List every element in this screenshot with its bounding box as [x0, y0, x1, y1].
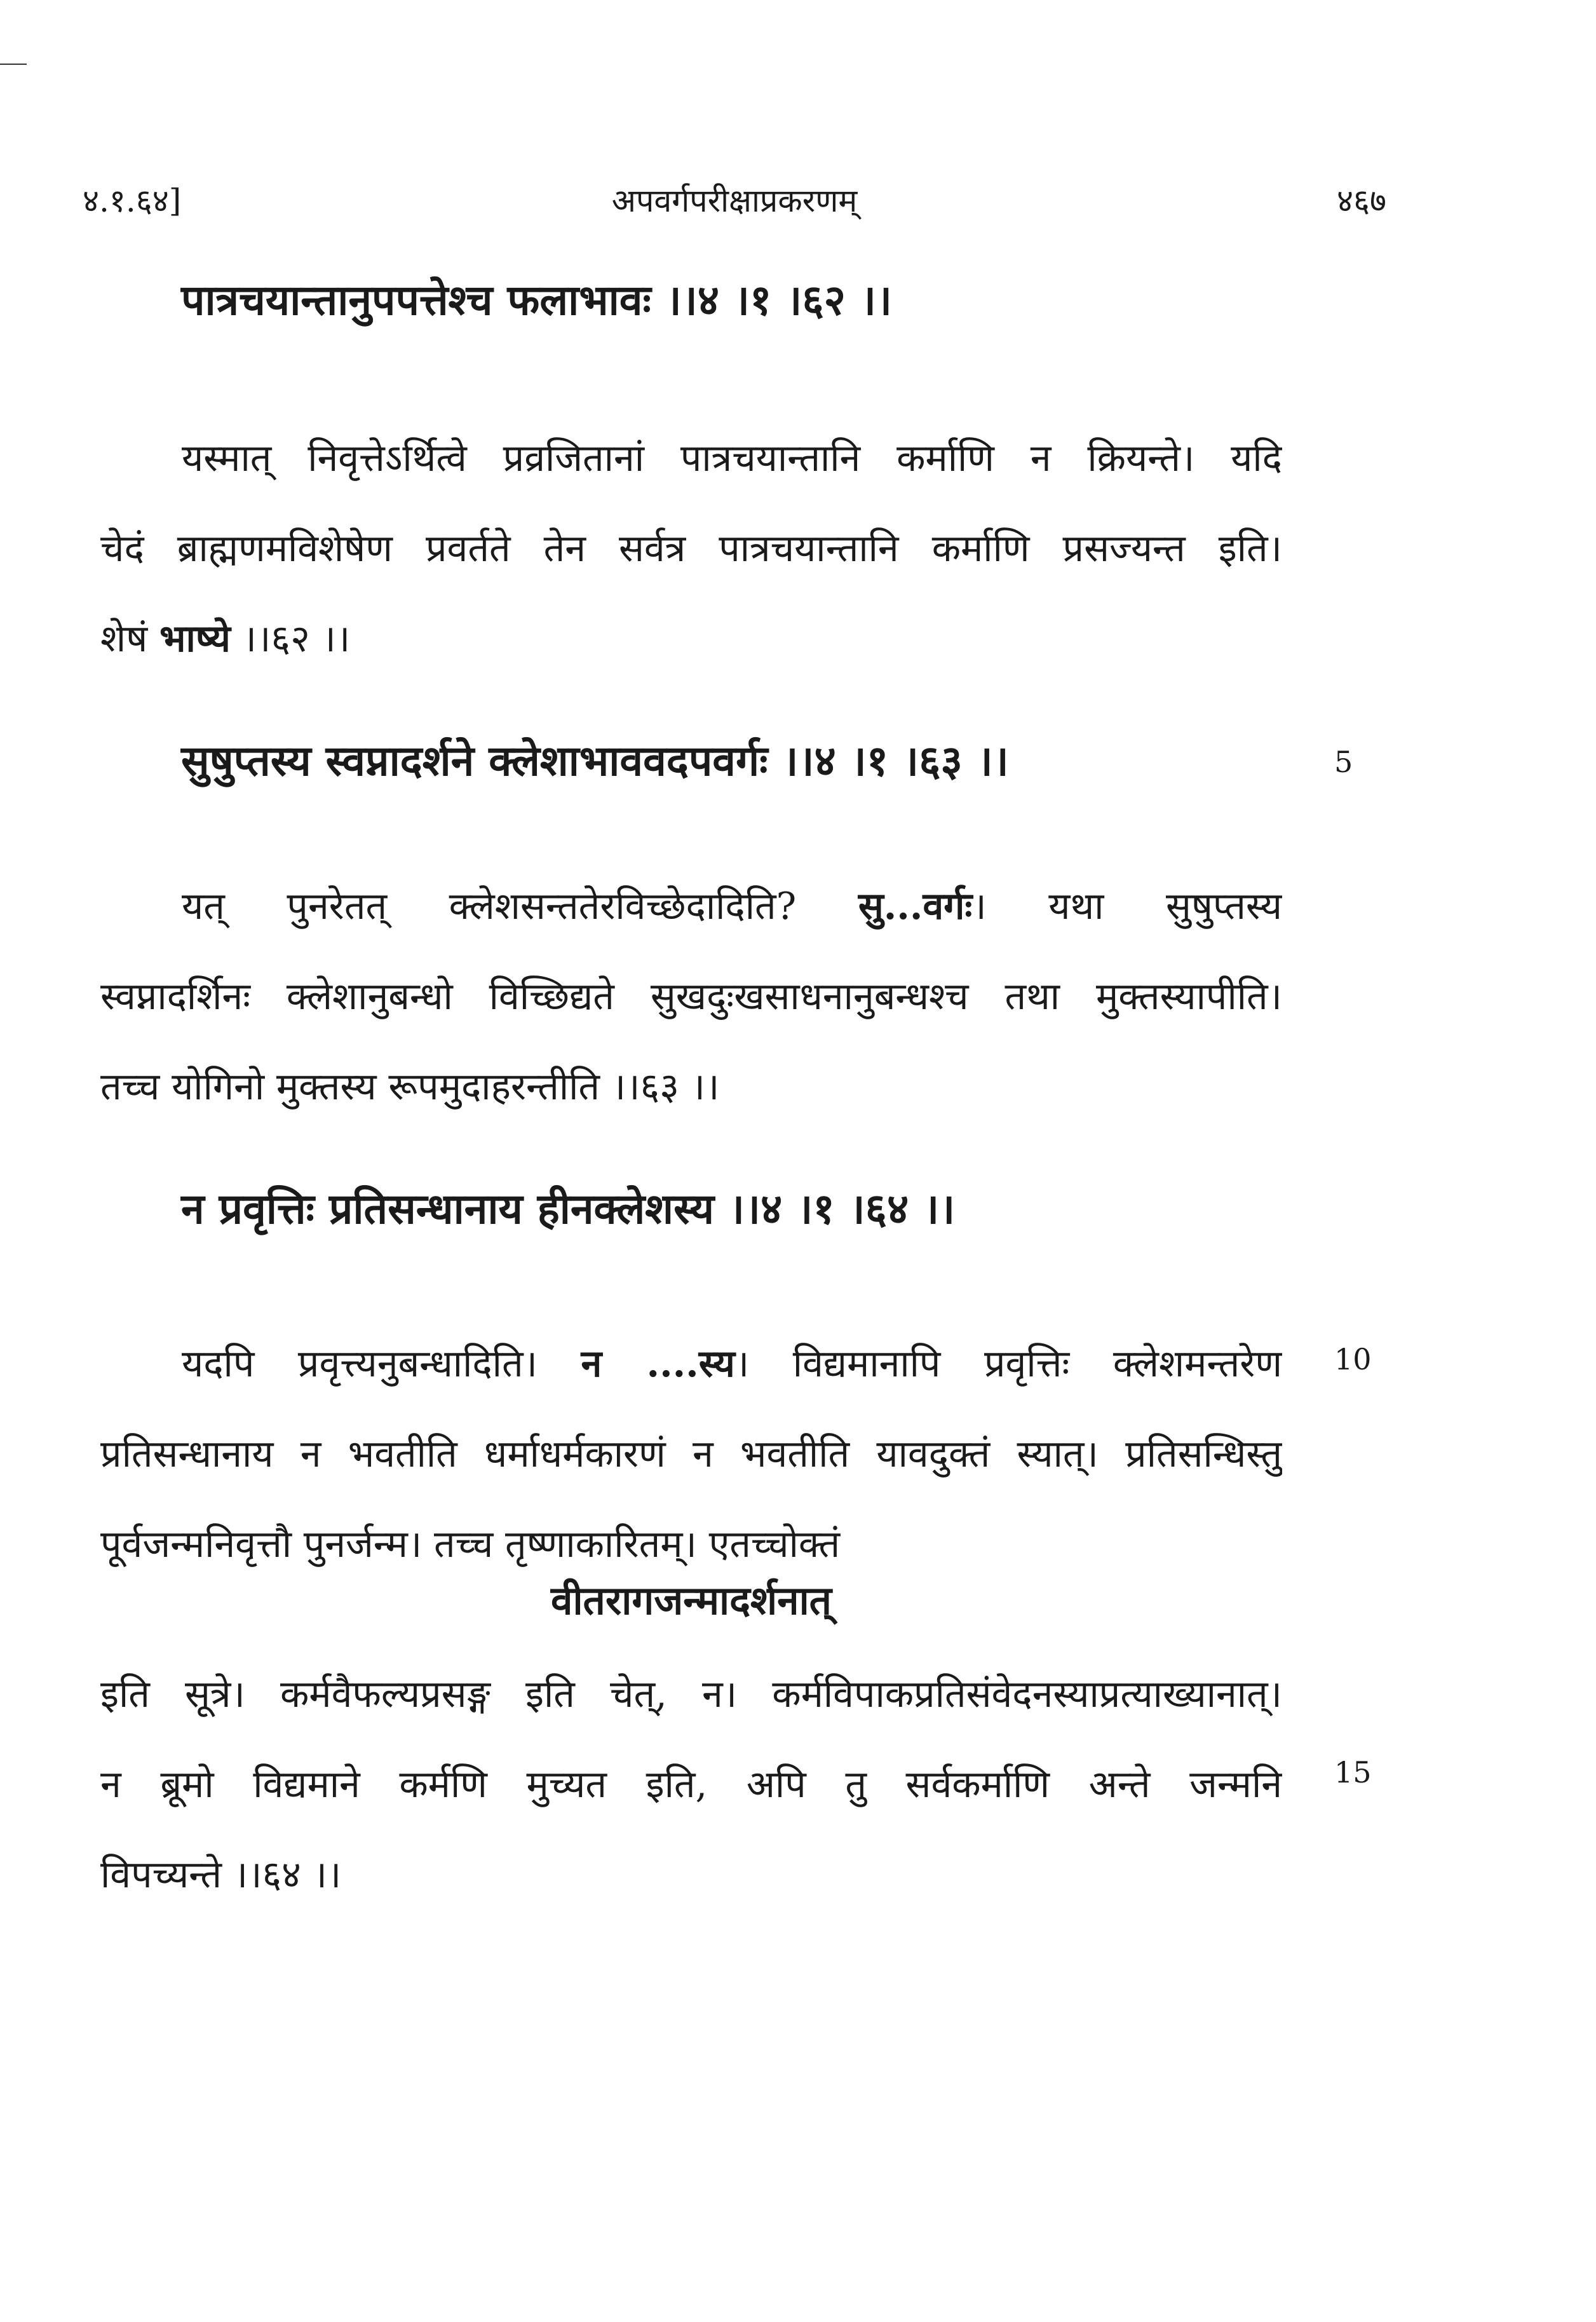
text-line: विपच्यन्ते ।।६४ ।। — [100, 1852, 342, 1896]
text-run: ।।६२ ।। — [230, 616, 351, 660]
text-line: इति सूत्रे। कर्मवैफल्यप्रसङ्ग इति चेत्, न। कर्मविपाकप्रतिसंवेदनस्याप्रत्याख्यानात्। — [100, 1672, 1282, 1716]
text-line — [100, 861, 1282, 951]
line-number: 15 — [1334, 1755, 1372, 1789]
quoted-sutra: वीतरागजन्मादर्शनात् — [551, 1577, 832, 1624]
text-line — [100, 594, 1282, 684]
text-line: स्वप्नादर्शिनः क्लेशानुबन्धो विच्छिद्यते सुखदुःखसाधनानुबन्धश्च तथा मुक्तस्यापीति। — [100, 974, 1282, 1018]
scan-mark — [0, 64, 27, 65]
commentary-63 — [100, 861, 1282, 1132]
text-line: प्रतिसन्धानाय न भवतीति धर्माधर्मकारणं न भवतीति यावदुक्तं स्यात्। प्रतिसन्धिस्तु — [100, 1432, 1282, 1476]
line-number: 5 — [1334, 745, 1353, 779]
text-line: तच्च योगिनो मुक्तस्य रूपमुदाहरन्तीति ।।६३ ।। — [100, 1064, 720, 1108]
bold-term: न ....स्य — [581, 1341, 735, 1385]
header-page-number: ४६७ — [1337, 182, 1386, 219]
text-run: यत् पुनरेतत् क्लेशसन्ततेरविच्छेदादिति? — [182, 884, 858, 928]
commentary-62 — [100, 413, 1282, 684]
header-section-ref: ४.१.६४] — [83, 182, 182, 219]
header-chapter-title: अपवर्गपरीक्षाप्रकरणम् — [611, 182, 858, 219]
running-header — [83, 178, 1386, 235]
bold-term: भाष्ये — [159, 616, 231, 660]
commentary-64 — [100, 1319, 1282, 1589]
line-number: 10 — [1334, 1342, 1372, 1376]
text-run: शेषं — [100, 616, 159, 660]
text-run: । विद्यमानापि प्रवृत्तिः क्लेशमन्तरेण — [734, 1341, 1282, 1385]
sutra-64: न प्रवृत्तिः प्रतिसन्धानाय हीनक्लेशस्य ।।४ ।१ ।६४ ।। — [181, 1184, 956, 1233]
commentary-64-cont — [100, 1649, 1282, 1920]
text-line: यस्मात् निवृत्तेऽर्थित्वे प्रव्रजितानां पात्रचयान्तानि कर्माणि न क्रियन्ते। यदि — [182, 436, 1282, 480]
text-line — [100, 1319, 1282, 1409]
text-run: यदपि प्रवृत्त्यनुबन्धादिति। — [182, 1341, 581, 1385]
sutra-63: सुषुप्तस्य स्वप्नादर्शने क्लेशाभाववदपवर्गः ।।४ ।१ ।६३ ।। — [181, 736, 1009, 785]
sutra-62: पात्रचयान्तानुपपत्तेश्च फलाभावः ।।४ ।१ ।६२ ।। — [181, 275, 893, 325]
text-line: न ब्रूमो विद्यमाने कर्मणि मुच्यत इति, अपि तु सर्वकर्माणि अन्ते जन्मनि — [100, 1762, 1282, 1806]
text-line: पूर्वजन्मनिवृत्तौ पुनर्जन्म। तच्च तृष्णाकारितम्। एतच्चोक्तं — [100, 1522, 841, 1566]
text-line: चेदं ब्राह्मणमविशेषेण प्रवर्तते तेन सर्वत्र पात्रचयान्तानि कर्माणि प्रसज्यन्त इति। — [100, 526, 1282, 570]
bold-term: सु...वर्गः — [858, 884, 973, 928]
text-run: । यथा सुषुप्तस्य — [972, 884, 1282, 928]
